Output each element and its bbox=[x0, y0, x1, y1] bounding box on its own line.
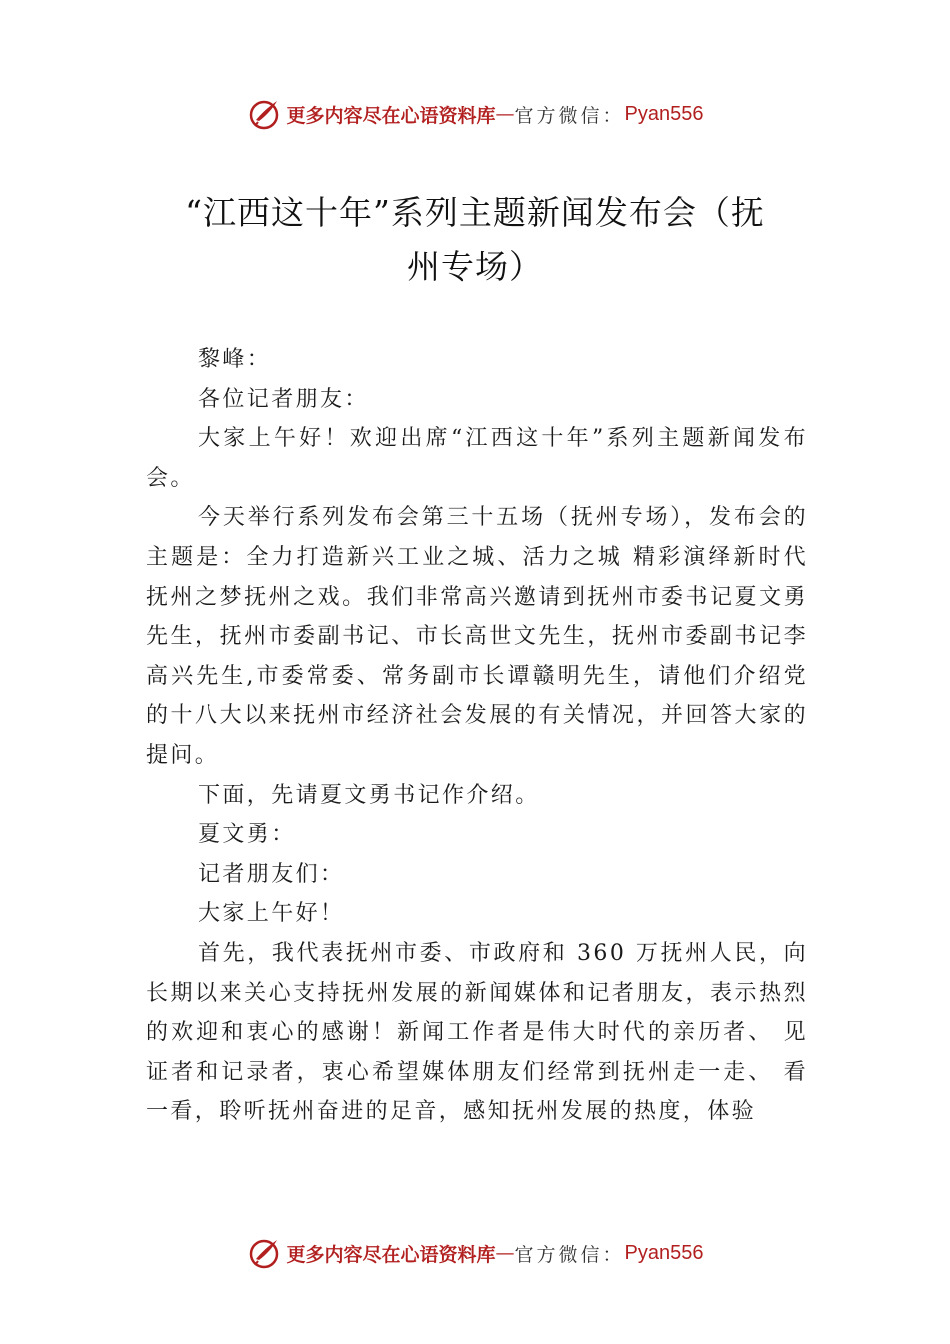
paragraph: 大家上午好！欢迎出席“江西这十年”系列主题新闻发布会。 bbox=[146, 426, 808, 491]
paragraph: 下面，先请夏文勇书记作介绍。 bbox=[198, 782, 540, 808]
paragraph: 大家上午好！ bbox=[198, 901, 345, 927]
banner-label: 官方微信： bbox=[514, 1243, 625, 1266]
banner-wechat-id: Pyan556 bbox=[624, 102, 704, 125]
paragraph: 各位记者朋友： bbox=[198, 386, 369, 412]
document-body bbox=[146, 340, 808, 1132]
paragraph: 记者朋友们： bbox=[198, 861, 345, 887]
quill-seal-icon bbox=[247, 1235, 283, 1271]
paragraph: 夏文勇： bbox=[198, 822, 296, 848]
banner-separator: — bbox=[495, 1242, 515, 1264]
paragraph: 首先，我代表抚州市委、市政府和 360 万抚州人民，向长期以来关心支持抚州发展的新闻媒体和记者朋友，表示热烈的欢迎和衷心的感谢！新闻工作者是伟大时代的亲历者、 见证者和记录者，衷心希望媒体朋友们经常到抚州走一走、 看一看，聆听抚州奋进的足音，感知抚州发展的热度，体验 bbox=[146, 940, 808, 1125]
quill-seal-icon bbox=[247, 96, 283, 132]
document-title bbox=[140, 186, 810, 294]
banner-wechat-id: Pyan556 bbox=[624, 1241, 704, 1264]
footer-banner bbox=[0, 1233, 950, 1273]
title-line-1: “江西这十年”系列主题新闻发布会（抚 bbox=[185, 193, 765, 232]
title-line-2: 州专场） bbox=[407, 247, 543, 286]
paragraph: 今天举行系列发布会第三十五场（抚州专场），发布会的主题是：全力打造新兴工业之城、活力之城 精彩演绎新时代抚州之梦抚州之戏。我们非常高兴邀请到抚州市委书记夏文勇先生，抚州市委副书记、市长高世文先生，抚州市委副书记李高兴先生,市委常委、常务副市长谭赣明先生，请他们介绍党的十八大以来抚州市经济社会发展的有关情况，并回答大家的提问。 bbox=[146, 505, 808, 768]
banner-label: 官方微信： bbox=[514, 104, 625, 127]
paragraph: 黎峰： bbox=[198, 347, 272, 372]
banner-brand: 更多内容尽在心语资料库 bbox=[286, 1243, 496, 1266]
header-banner bbox=[0, 94, 950, 134]
banner-brand: 更多内容尽在心语资料库 bbox=[286, 104, 496, 127]
banner-separator: — bbox=[495, 103, 515, 125]
